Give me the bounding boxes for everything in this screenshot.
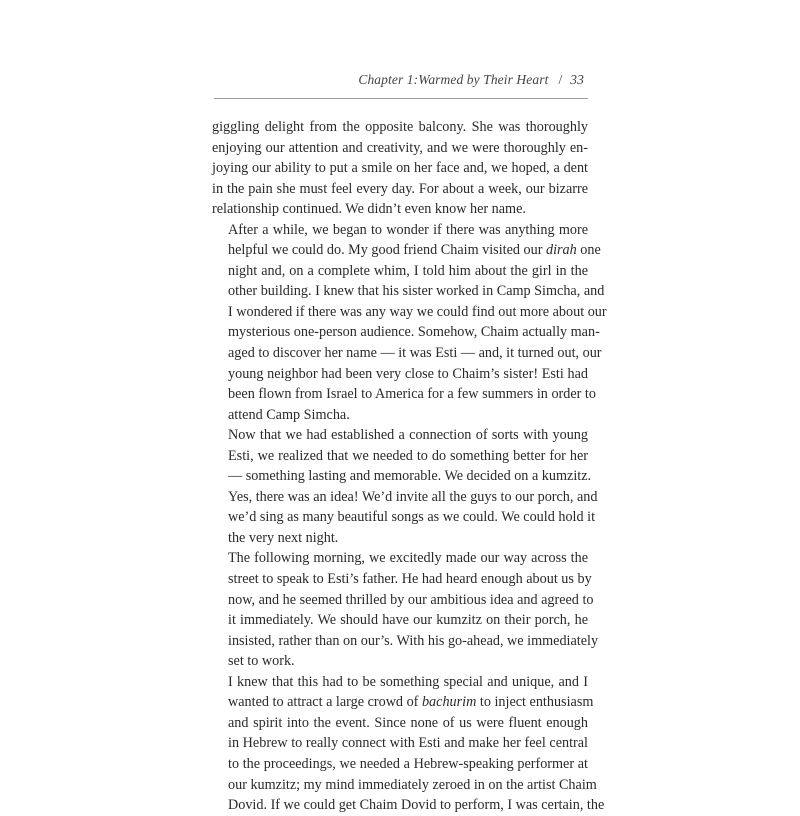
text-line: I knew that this had to be something special and unique, and I — [228, 673, 588, 690]
paragraph — [212, 117, 588, 220]
text-line: and spirit into the event. Since none of us were fluent enough — [228, 714, 588, 731]
page-number: 33 — [570, 72, 584, 87]
paragraph — [212, 672, 605, 816]
text-line: we’d sing as many beautiful songs as we could. We could hold it — [228, 509, 596, 526]
text-line: it immediately. We should have our kumzitz on their porch, he — [228, 612, 588, 629]
text-line: insisted, rather than on our’s. With his go-ahead, we immediately — [228, 632, 599, 649]
paragraph — [212, 220, 607, 425]
text-line: The following morning, we excitedly made our way across the — [228, 550, 588, 567]
text-line: I wondered if there was any way we could find out more about our — [228, 303, 607, 320]
paragraph — [212, 425, 598, 548]
text-line: Esti, we realized that we needed to do something better for her — [228, 447, 588, 464]
italic-term: dirah — [546, 242, 577, 259]
running-header — [214, 72, 588, 99]
text-line: night and, on a complete whim, I told him about the girl in the — [228, 262, 588, 279]
text-line: other building. I knew that his sister worked in Camp Simcha, and — [228, 283, 605, 300]
text-line: helpful we could do. My good friend Chaim visited our dirah one — [228, 242, 601, 259]
text-line: attend Camp Simcha. — [228, 406, 350, 423]
text-line: the very next night. — [228, 529, 339, 546]
chapter-title: Chapter 1:Warmed by Their Heart — [358, 72, 549, 87]
text-line: in Hebrew to really connect with Esti and make her feel central — [228, 735, 588, 752]
text-line: young neighbor had been very close to Chaim’s sister! Esti had — [228, 365, 588, 382]
text-line: street to speak to Esti’s father. He had heard enough about us by — [228, 571, 592, 588]
text-line: joying our ability to put a smile on her face and, we hoped, a dent — [212, 160, 588, 177]
text-line: Now that we had established a connection of sorts with young — [228, 427, 588, 444]
header-separator: / — [558, 72, 563, 87]
text-line: After a while, we began to wonder if there was anything more — [228, 221, 588, 238]
text-line: mysterious one-person audience. Somehow, Chaim actually man- — [228, 324, 600, 341]
text-line: to the proceedings, we needed a Hebrew-speaking performer at — [228, 755, 588, 772]
text-line: giggling delight from the opposite balcony. She was thoroughly — [212, 119, 588, 135]
paragraph — [212, 548, 599, 671]
text-line: now, and he seemed thrilled by our ambitious idea and agreed to — [228, 591, 594, 608]
text-line: set to work. — [228, 653, 295, 670]
text-line: — something lasting and memorable. We decided on a kumzitz. — [228, 468, 592, 485]
italic-term: bachurim — [421, 694, 477, 711]
text-line: enjoying our attention and creativity, and we were thoroughly en- — [212, 139, 588, 156]
body-text — [212, 117, 607, 816]
text-line: our kumzitz; my mind immediately zeroed in on the artist Chaim — [228, 776, 597, 793]
text-line: Dovid. If we could get Chaim Dovid to perform, I was certain, the — [228, 797, 605, 814]
text-line: Yes, there was an idea! We’d invite all the guys to our porch, and — [228, 488, 598, 505]
text-line: relationship continued. We didn’t even know her name. — [212, 201, 526, 218]
text-line: been flown from Israel to America for a few summers in order to — [228, 386, 596, 403]
text-line: wanted to attract a large crowd of bachurim to inject enthusiasm — [228, 694, 594, 711]
text-line: aged to discover her name — it was Esti — and, it turned out, our — [228, 345, 602, 362]
text-line: in the pain she must feel every day. For about a week, our bizarre — [212, 180, 588, 197]
